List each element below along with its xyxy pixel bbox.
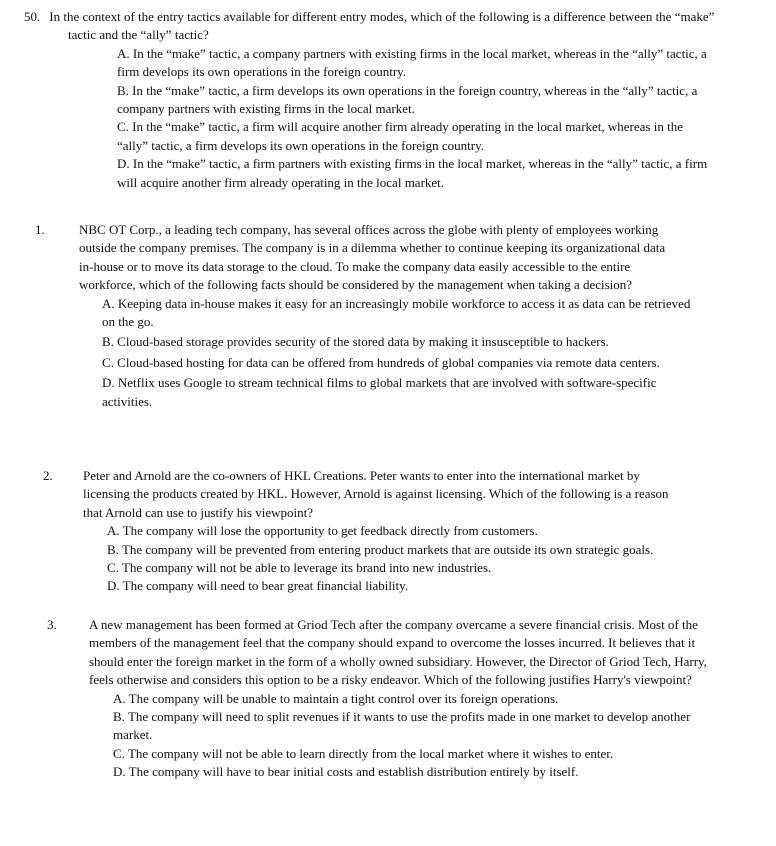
- answer-option-b[interactable]: [117, 82, 717, 119]
- answer-option-a[interactable]: [107, 522, 697, 540]
- answer-options: [113, 690, 709, 782]
- question-text: A new management has been formed at Griod Tech after the company overcame a severe financial crisis. Most of the members of the management feel that the company should expand to overcome the losses incurred. It believes that it should enter the foreign market in the form of a wholly owned subsidiary. However, the Director of Griod Tech, Harry, feels otherwise and considers this option to be a risky endeavor. Which of the following justifies Harry's viewpoint?: [89, 617, 707, 688]
- answer-option-a[interactable]: [102, 295, 702, 332]
- option-letter: A.: [102, 295, 115, 311]
- option-letter: B.: [117, 82, 129, 98]
- question-stem: [47, 616, 713, 690]
- option-letter: D.: [107, 578, 120, 594]
- question-number: 3.: [47, 617, 57, 632]
- question-1: [35, 221, 691, 411]
- answer-option-b[interactable]: [113, 708, 709, 745]
- option-letter: C.: [107, 560, 119, 576]
- option-letter: D.: [117, 156, 130, 172]
- answer-option-c[interactable]: [113, 745, 709, 763]
- answer-options: [102, 295, 702, 411]
- question-text: In the context of the entry tactics available for different entry modes, which of the following is a difference between the “make” tactic and the “ally” tactic?: [49, 9, 715, 43]
- option-letter: C.: [113, 745, 125, 761]
- option-text: In the “make” tactic, a company partners with existing firms in the local market, whereas in the “ally” tactic, a firm develops its own operations in the foreign country.: [117, 45, 707, 80]
- option-letter: B.: [113, 709, 125, 725]
- question-text: NBC OT Corp., a leading tech company, has several offices across the globe with plenty of employees working outside the company premises. The company is in a dilemma whether to continue keeping its organizational data in-house or to move its data storage to the cloud. To make the company data easily accessible to the entire workforce, which of the following facts should be considered by the management when taking a decision?: [79, 222, 666, 293]
- option-text: The company will have to bear initial costs and establish distribution entirely by itself.: [128, 764, 579, 780]
- answer-option-a[interactable]: [117, 45, 717, 82]
- option-text: The company will be unable to maintain a tight control over its foreign operations.: [128, 690, 559, 706]
- option-text: The company will need to split revenues if it wants to use the profits made in one market to develop another market.: [113, 709, 691, 743]
- option-text: Netflix uses Google to stream technical films to global markets that are involved with software-specific activities.: [102, 375, 657, 409]
- option-text: The company will be prevented from entering product markets that are outside its own strategic goals.: [121, 541, 654, 557]
- answer-option-a[interactable]: [113, 690, 709, 708]
- answer-option-b[interactable]: [107, 541, 697, 559]
- option-letter: A.: [107, 523, 120, 539]
- option-letter: B.: [102, 334, 114, 350]
- option-letter: A.: [117, 45, 130, 61]
- answer-option-d[interactable]: [107, 577, 697, 595]
- question-text: Peter and Arnold are the co-owners of HKL Creations. Peter wants to enter into the international market by licensing the products created by HKL. However, Arnold is against licensing. Which of the following is a reason that Arnold can use to justify his viewpoint?: [83, 468, 669, 520]
- question-50: [24, 8, 736, 192]
- answer-option-d[interactable]: [102, 374, 702, 411]
- answer-option-c[interactable]: [102, 354, 702, 372]
- answer-option-c[interactable]: [107, 559, 697, 577]
- option-text: In the “make” tactic, a firm partners with existing firms in the local market, whereas in the “ally” tactic, a firm will acquire another firm already operating in the local market.: [117, 156, 708, 190]
- option-text: The company will need to bear great financial liability.: [122, 578, 409, 594]
- answer-option-d[interactable]: [113, 763, 709, 781]
- answer-options: [117, 45, 717, 192]
- option-text: The company will not be able to learn directly from the local market where it wishes to enter.: [127, 745, 614, 761]
- question-3: [47, 616, 713, 782]
- option-letter: B.: [107, 541, 119, 557]
- question-2: [43, 467, 683, 596]
- answer-option-d[interactable]: [117, 155, 717, 192]
- question-stem: 50. In the context of the entry tactics available for different entry modes, which of the following is a difference between the “make” tactic and the “ally” tactic?: [24, 9, 715, 43]
- option-letter: C.: [117, 119, 129, 135]
- answer-option-b[interactable]: [102, 333, 702, 351]
- option-text: The company will not be able to leverage its brand into new industries.: [121, 560, 492, 576]
- question-stem: [35, 221, 677, 295]
- option-text: Cloud-based hosting for data can be offered from hundreds of global companies via remote data centers.: [117, 354, 660, 370]
- option-text: Cloud-based storage provides security of the stored data by making it insusceptible to hackers.: [117, 334, 609, 350]
- option-text: Keeping data in-house makes it easy for an increasingly mobile workforce to access it as data can be retrieved on the go.: [102, 295, 691, 330]
- answer-options: [107, 522, 697, 596]
- question-number: 2.: [43, 468, 53, 483]
- question-number: 1.: [35, 222, 45, 237]
- option-letter: D.: [113, 764, 126, 780]
- question-stem: [43, 467, 683, 522]
- option-text: The company will lose the opportunity to get feedback directly from customers.: [122, 523, 538, 539]
- answer-option-c[interactable]: [117, 118, 717, 155]
- option-letter: C.: [102, 354, 114, 370]
- option-text: In the “make” tactic, a firm will acquire another firm already operating in the local market, whereas in the “ally” tactic, a firm develops its own operations in the foreign country.: [117, 119, 683, 153]
- option-letter: D.: [102, 375, 115, 391]
- option-letter: A.: [113, 690, 126, 706]
- option-text: In the “make” tactic, a firm develops its own operations in the foreign country, whereas in the “ally” tactic, a company partners with existing firms in the local market.: [117, 82, 698, 117]
